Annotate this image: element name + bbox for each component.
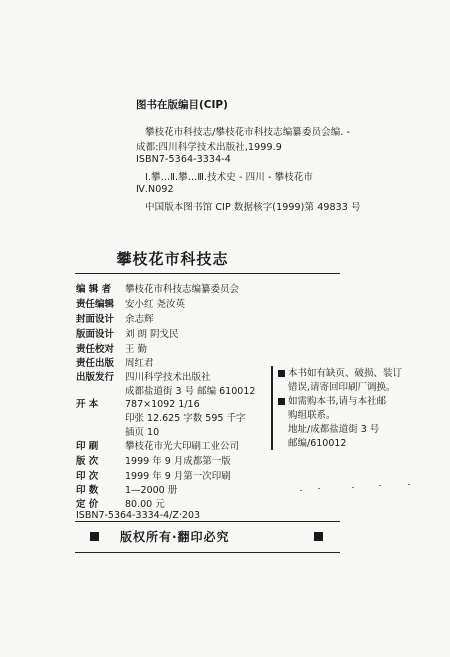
notice-line: 购组联系。 <box>288 410 336 421</box>
book-title: 攀枝花市科技志 <box>116 250 229 268</box>
black-square-icon <box>278 370 285 377</box>
credit-row-publisher <box>76 369 211 383</box>
black-square-icon <box>278 398 285 405</box>
credit-row-editor <box>76 281 239 295</box>
bottom-rule <box>75 521 340 522</box>
credit-row-edition <box>76 453 231 467</box>
sheets-and-words: 印张 12.625 字数 595 千字 <box>125 413 246 424</box>
credit-value: 周红君 <box>125 358 154 369</box>
scan-speck <box>300 490 302 491</box>
credit-row-responsible-editor <box>76 296 185 310</box>
credit-row-proofreader <box>76 341 147 355</box>
cip-line: ISBN7-5364-3334-4 <box>136 154 231 165</box>
notice-box <box>271 366 411 450</box>
notice-line: 如需购本书,请与本社邮 <box>278 393 386 407</box>
credit-label: 封面设计 <box>76 314 115 325</box>
credit-label: 定 价 <box>76 499 99 510</box>
notice-line: 地址/成都盐道街 3 号 <box>288 424 380 435</box>
credit-label: 版 次 <box>76 456 99 467</box>
credit-row-printing <box>76 468 231 482</box>
notice-line: 邮编/610012 <box>288 438 347 449</box>
credit-label: 开 本 <box>76 399 99 410</box>
credit-value: 1—2000 册 <box>125 485 178 496</box>
plates: 插页 10 <box>125 427 160 438</box>
cip-line: Ⅰ.攀…Ⅱ.攀…Ⅲ.技术史 - 四川 - 攀枝花市 <box>145 172 314 183</box>
scan-speck <box>352 487 354 488</box>
credit-value: 余志辉 <box>125 314 154 325</box>
credit-value: 787×1092 1/16 <box>125 399 200 410</box>
publisher-address: 成都盐道街 3 号 邮编 610012 <box>125 386 256 397</box>
credit-row-format <box>76 396 200 410</box>
credit-label: 印 次 <box>76 471 99 482</box>
credit-value: 1999 年 9 月成都第一版 <box>125 456 231 467</box>
credit-label: 印 数 <box>76 485 99 496</box>
bottom-rule <box>75 552 340 553</box>
black-square-icon <box>90 532 99 541</box>
credit-label: 出版发行 <box>76 372 115 383</box>
scan-speck <box>318 488 320 489</box>
credit-row-cover-design <box>76 311 154 325</box>
cip-line: 中国版本图书馆 CIP 数据核字(1999)第 49833 号 <box>145 202 361 213</box>
credit-label: 编 辑 者 <box>76 284 112 295</box>
credit-value: 攀枝花市光大印刷工业公司 <box>125 441 240 452</box>
credit-value: 80.00 元 <box>125 499 165 510</box>
cip-line: Ⅳ.N092 <box>136 184 174 195</box>
notice-line: 本书如有缺页、破损、装订 <box>278 365 402 379</box>
credit-row-layout-design <box>76 326 179 340</box>
credit-value: 王 勤 <box>125 344 148 355</box>
isbn-full: ISBN7-5364-3334-4/Z·203 <box>76 510 201 521</box>
scan-speck <box>379 485 381 486</box>
copyright-bar <box>75 526 343 546</box>
cip-line: 攀枝花市科技志/攀枝花市科技志编纂委员会编. - <box>145 127 351 138</box>
credit-value: 刘 朗 阴戈民 <box>125 329 179 340</box>
copyright-text: 版权所有·翻印必究 <box>120 530 230 544</box>
notice-border <box>271 366 273 450</box>
credit-row-price <box>76 496 165 510</box>
credit-row-printer <box>76 438 239 452</box>
credit-label: 版面设计 <box>76 329 115 340</box>
credit-value: 攀枝花市科技志编纂委员会 <box>125 284 240 295</box>
credit-value: 1999 年 9 月第一次印刷 <box>125 471 231 482</box>
title-rule <box>75 273 340 274</box>
notice-line: 错误,请寄回印刷厂调换。 <box>288 382 396 393</box>
credit-label: 责任校对 <box>76 344 115 355</box>
credit-value: 四川科学技术出版社 <box>125 372 211 383</box>
credit-label: 责任出版 <box>76 358 115 369</box>
credit-label: 印 刷 <box>76 441 99 452</box>
black-square-icon <box>314 532 323 541</box>
cip-line: 成都:四川科学技术出版社,1999.9 <box>136 142 282 153</box>
credit-row-print-run <box>76 482 177 496</box>
credit-label: 责任编辑 <box>76 299 115 310</box>
credit-row-publication <box>76 355 154 369</box>
credit-value: 安小红 尧汝英 <box>125 299 186 310</box>
cip-heading: 图书在版编目(CIP) <box>136 99 228 111</box>
scan-speck <box>408 484 410 485</box>
